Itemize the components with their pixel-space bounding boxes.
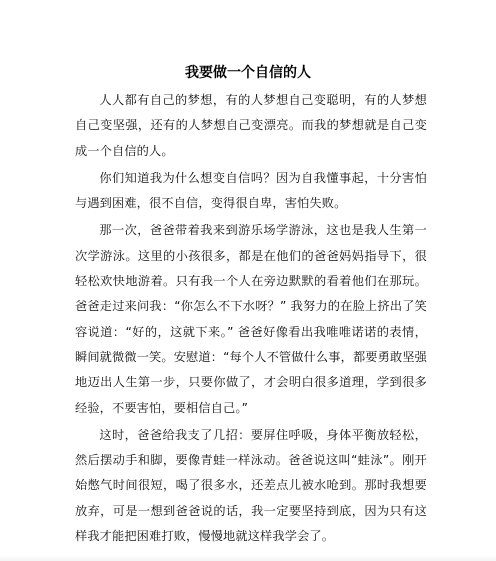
essay-body <box>75 88 427 549</box>
paragraph-4: 这时，爸爸给我支了几招：要屏住呼吸，身体平衡放轻松，然后摆动手和脚，要像青蛙一样泳动。爸爸说这叫“蛙泳”。刚开始憋气时间很短，喝了很多水，还差点儿被水呛到。那时我想要放弃，可是一想到爸爸说的话，我一定要坚持到底，因为只有这样我才能把困难打败，慢慢地就这样我学会了。 <box>75 427 427 544</box>
paragraph-3: 那一次，爸爸带着我来到游乐场学游泳，这也是我人生第一次学游泳。这里的小孩很多，都是在他们的爸爸妈妈指导下，很轻松欢快地游着。只有我一个人在旁边默默的看着他们在那玩。爸爸走过来问我：“你怎么不下水呀？” 我努力的在脸上挤出了笑容说道：“好的，这就下来。” 爸爸好像看出我唯唯诺诺的表情，瞬间就微微一笑。安慰道：“每个人不管做什么事，都要勇敢坚强地迈出人生第一步，只要你做了，才会明白很多道理，学到很多经验，不要害怕，要相信自己。” <box>75 223 427 415</box>
paragraph-2: 你们知道我为什么想变自信吗？因为自我懂事起，十分害怕与遇到困难，很不自信，变得很自卑，害怕失败。 <box>75 170 427 211</box>
paragraph-1: 人人都有自己的梦想，有的人梦想自己变聪明，有的人梦想自己变坚强，还有的人梦想自己变漂亮。而我的梦想就是自己变成一个自信的人。 <box>75 93 427 158</box>
page-bottom-edge <box>0 555 496 561</box>
essay-title: 我要做一个自信的人 <box>185 65 311 81</box>
